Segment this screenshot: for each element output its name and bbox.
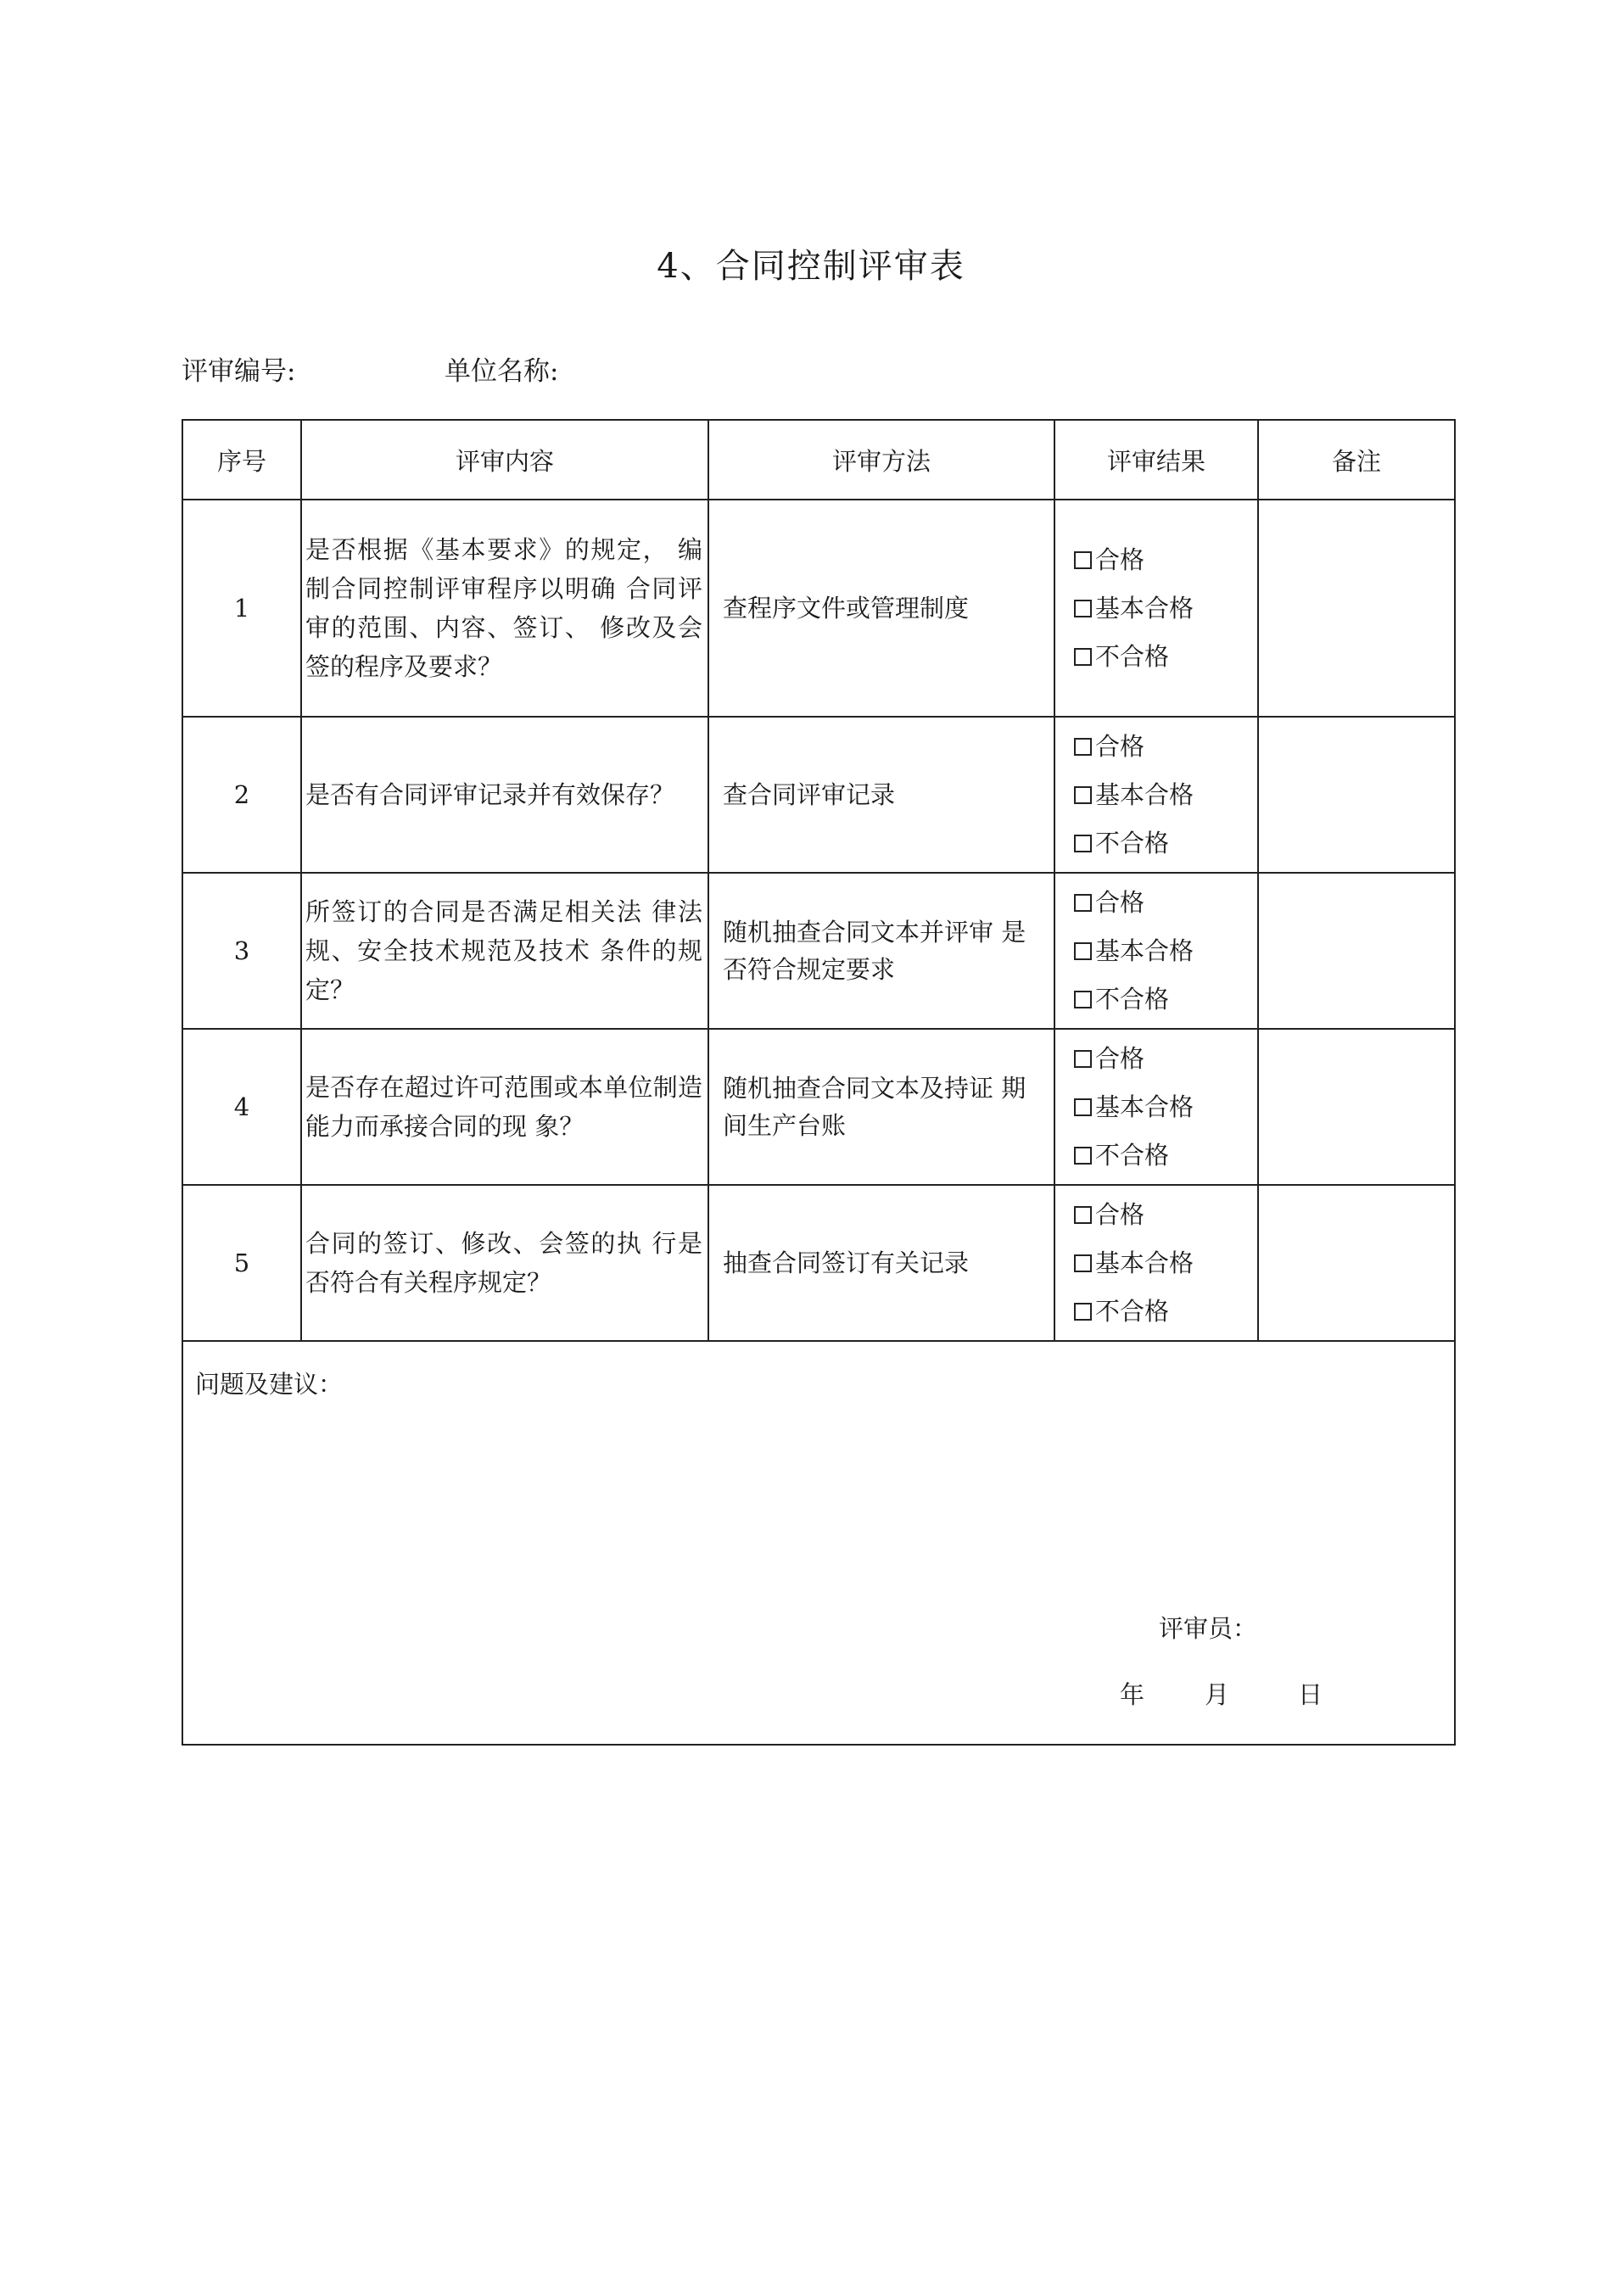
document-title: 4、合同控制评审表 [657,247,965,286]
advice-label: 问题及建议： [195,1370,344,1399]
result-option-basic-pass[interactable] [1074,927,1257,975]
review-result [1054,717,1258,873]
option-label: 不合格 [1095,1140,1170,1170]
remark-cell[interactable] [1258,873,1455,1029]
advice-area [183,1342,1454,1744]
remark-cell[interactable] [1258,1185,1455,1341]
year-label: 年 [1120,1680,1145,1709]
checkbox-icon[interactable] [1074,600,1092,617]
checkbox-icon[interactable] [1074,1303,1092,1321]
review-method: 随机抽查合同文本及持证 期间生产台账 [708,1029,1054,1185]
checkbox-icon[interactable] [1074,1050,1092,1068]
review-result [1054,1029,1258,1185]
review-result [1054,873,1258,1029]
review-result [1054,1185,1258,1341]
result-option-pass[interactable] [1074,1035,1257,1083]
unit-name-label: 单位名称: [445,356,559,387]
remark-cell[interactable] [1258,717,1455,873]
row-number: 2 [182,717,301,873]
review-content: 是否有合同评审记录并有效保存？ [301,717,708,873]
option-label: 不合格 [1095,828,1170,858]
option-label: 基本合格 [1095,936,1194,965]
review-method: 查合同评审记录 [708,717,1054,873]
advice-row [182,1341,1455,1745]
advice-cell[interactable] [182,1341,1455,1745]
row-number: 4 [182,1029,301,1185]
option-label: 合格 [1095,1043,1145,1073]
row-number: 3 [182,873,301,1029]
header-method: 评审方法 [708,420,1054,500]
checkbox-icon[interactable] [1074,894,1092,912]
checkbox-icon[interactable] [1074,1147,1092,1165]
month-label: 月 [1205,1680,1230,1709]
remark-cell[interactable] [1258,1029,1455,1185]
header-content: 评审内容 [301,420,708,500]
result-option-pass[interactable] [1074,723,1257,771]
review-content: 是否根据《基本要求》的规定， 编制合同控制评审程序以明确 合同评审的范围、内容、签订、 修改及会签的程序及要求？ [301,500,708,717]
day-label: 日 [1298,1680,1323,1709]
result-option-basic-pass[interactable] [1074,584,1257,633]
option-label: 不合格 [1095,641,1170,671]
result-option-basic-pass[interactable] [1074,1083,1257,1131]
checkbox-icon[interactable] [1074,786,1092,804]
review-content: 合同的签订、修改、会签的执 行是否符合有关程序规定？ [301,1185,708,1341]
row-number: 5 [182,1185,301,1341]
table-row [182,873,1455,1029]
header-no: 序号 [182,420,301,500]
result-option-pass[interactable] [1074,879,1257,927]
result-option-fail[interactable] [1074,1288,1257,1336]
checkbox-icon[interactable] [1074,835,1092,852]
checkbox-icon[interactable] [1074,991,1092,1008]
result-option-fail[interactable] [1074,633,1257,681]
review-content: 是否存在超过许可范围或本单位制造能力而承接合同的现 象？ [301,1029,708,1185]
row-number: 1 [182,500,301,717]
review-method: 随机抽查合同文本并评审 是否符合规定要求 [708,873,1054,1029]
option-label: 基本合格 [1095,593,1194,623]
option-label: 合格 [1095,1199,1145,1229]
checkbox-icon[interactable] [1074,648,1092,666]
remark-cell[interactable] [1258,500,1455,717]
result-option-fail[interactable] [1074,975,1257,1024]
result-option-fail[interactable] [1074,1131,1257,1180]
result-option-basic-pass[interactable] [1074,1239,1257,1288]
checkbox-icon[interactable] [1074,551,1092,569]
option-label: 合格 [1095,887,1145,917]
result-option-pass[interactable] [1074,536,1257,584]
option-label: 不合格 [1095,1296,1170,1326]
review-code-label: 评审编号: [182,356,296,387]
result-option-pass[interactable] [1074,1191,1257,1239]
checkbox-icon[interactable] [1074,1098,1092,1116]
checkbox-icon[interactable] [1074,1206,1092,1224]
review-result [1054,500,1258,717]
result-option-basic-pass[interactable] [1074,771,1257,819]
table-row [182,1029,1455,1185]
header-result: 评审结果 [1054,420,1258,500]
review-content: 所签订的合同是否满足相关法 律法规、安全技术规范及技术 条件的规定？ [301,873,708,1029]
table-row [182,1185,1455,1341]
table-row [182,500,1455,717]
review-table [182,419,1456,1746]
checkbox-icon[interactable] [1074,1254,1092,1272]
table-row [182,717,1455,873]
option-label: 不合格 [1095,984,1170,1014]
checkbox-icon[interactable] [1074,942,1092,960]
review-method: 查程序文件或管理制度 [708,500,1054,717]
review-method: 抽查合同签订有关记录 [708,1185,1054,1341]
checkbox-icon[interactable] [1074,738,1092,756]
header-remark: 备注 [1258,420,1455,500]
table-header-row [182,420,1455,500]
option-label: 基本合格 [1095,779,1194,809]
option-label: 基本合格 [1095,1248,1194,1277]
option-label: 基本合格 [1095,1092,1194,1121]
reviewer-label: 评审员： [1159,1614,1258,1643]
option-label: 合格 [1095,545,1145,574]
option-label: 合格 [1095,731,1145,761]
result-option-fail[interactable] [1074,819,1257,868]
